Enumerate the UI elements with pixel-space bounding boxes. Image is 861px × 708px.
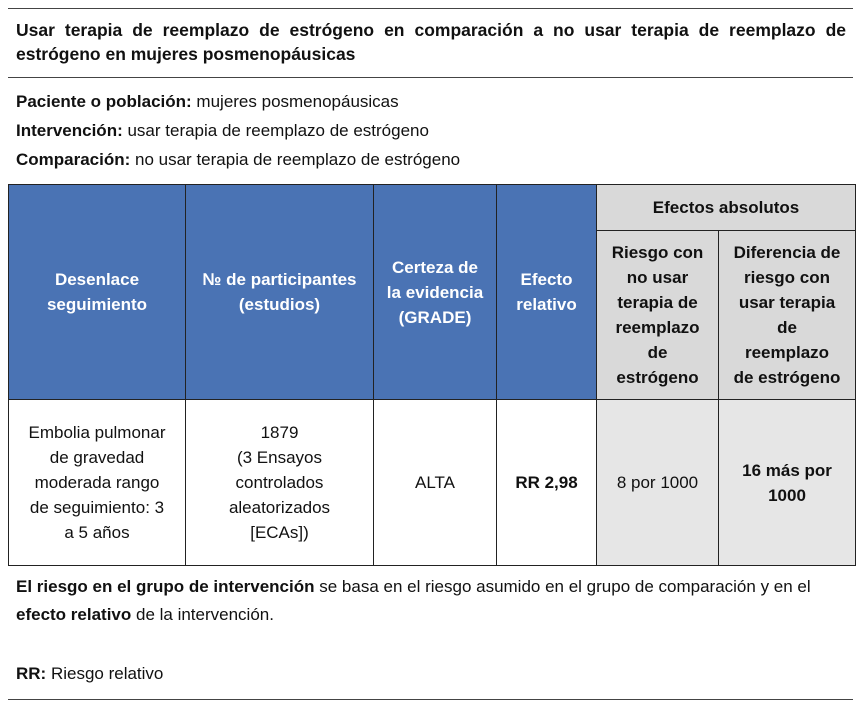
cell-risk-without: 8 por 1000	[597, 400, 719, 566]
header-relative-line: relativo	[516, 295, 577, 314]
header-certainty-line: Certeza de	[392, 257, 478, 277]
cell-outcome	[9, 400, 186, 566]
header-risk-without-line: de	[647, 343, 668, 362]
abbreviation-label: RR:	[16, 664, 47, 683]
cell-risk-diff-line: 16 más por	[742, 460, 832, 480]
title-rule	[8, 77, 853, 78]
header-outcome	[9, 185, 186, 400]
abbreviation-note	[16, 660, 846, 688]
cell-participants-line: aleatorizados	[228, 498, 331, 517]
footnote	[16, 573, 846, 629]
pico-intervention-value: usar terapia de reemplazo de estrógeno	[122, 121, 429, 140]
cell-participants-line: controlados	[235, 473, 324, 492]
cell-participants-line: 1879	[260, 423, 299, 442]
header-risk-without-line: estrógeno	[616, 368, 699, 387]
top-rule	[8, 8, 853, 9]
cell-risk-diff-line: 1000	[768, 485, 806, 505]
header-relative-line: Efecto	[520, 270, 573, 289]
cell-outcome-line: de gravedad	[49, 448, 145, 467]
header-certainty-line: la evidencia	[386, 282, 484, 302]
header-risk-diff-line: de	[777, 318, 797, 337]
pico-comparison	[16, 150, 460, 170]
header-risk-diff-line: Diferencia de	[733, 243, 841, 262]
pico-population-value: mujeres posmenopáusicas	[191, 92, 399, 111]
summary-of-findings-table	[8, 184, 856, 566]
header-absolute-effects: Efectos absolutos	[597, 185, 856, 231]
cell-participants-line: [ECAs])	[250, 523, 309, 542]
pico-intervention	[16, 121, 429, 141]
header-risk-without-line: Riesgo con	[611, 243, 704, 262]
header-risk-without-line: no usar	[626, 268, 689, 287]
header-risk-diff-line: riesgo con	[744, 268, 830, 287]
bottom-rule	[8, 699, 853, 700]
abbreviation-value: Riesgo relativo	[46, 664, 164, 683]
footnote-bold-intro: El riesgo en el grupo de intervención	[16, 577, 315, 596]
header-risk-diff-line: usar terapia	[738, 293, 836, 312]
header-risk-without	[597, 231, 719, 400]
header-risk-diff-line: de estrógeno	[733, 368, 841, 387]
header-participants-line: № de participantes	[202, 270, 357, 289]
header-risk-difference	[719, 231, 856, 400]
pico-population	[16, 92, 399, 112]
cell-outcome-line: de seguimiento: 3	[29, 498, 165, 517]
header-outcome-line: seguimiento	[46, 295, 148, 314]
footnote-text: se basa en el riesgo asumido en el grupo de comparación y en el	[314, 577, 811, 596]
cell-certainty: ALTA	[374, 400, 497, 566]
header-certainty-line: (GRADE)	[398, 307, 472, 327]
header-participants-line: (estudios)	[238, 295, 321, 314]
cell-relative-effect: RR 2,98	[497, 400, 597, 566]
pico-intervention-label: Intervención:	[16, 121, 123, 140]
cell-participants	[186, 400, 374, 566]
cell-outcome-line: a 5 años	[64, 523, 130, 542]
cell-risk-difference	[719, 400, 856, 566]
page-title: Usar terapia de reemplazo de estrógeno en comparación a no usar terapia de reemplazo de estrógeno en mujeres posmenopáusicas	[16, 20, 846, 64]
cell-outcome-line: Embolia pulmonar	[28, 423, 166, 442]
header-risk-diff-line: reemplazo	[744, 343, 830, 362]
header-relative-effect	[497, 185, 597, 400]
pico-population-label: Paciente o población:	[16, 92, 192, 111]
cell-outcome-line: moderada rango	[34, 473, 160, 492]
cell-participants-line: (3 Ensayos	[236, 448, 323, 467]
table-row	[9, 400, 856, 566]
header-certainty	[374, 185, 497, 400]
footnote-bold-relative: efecto relativo	[16, 605, 132, 624]
footnote-text-end: de la intervención.	[131, 605, 274, 624]
pico-comparison-value: no usar terapia de reemplazo de estrógeno	[130, 150, 461, 169]
pico-comparison-label: Comparación:	[16, 150, 131, 169]
header-risk-without-line: reemplazo	[615, 318, 700, 337]
header-risk-without-line: terapia de	[617, 293, 698, 312]
header-participants	[186, 185, 374, 400]
header-outcome-line: Desenlace	[54, 270, 140, 289]
